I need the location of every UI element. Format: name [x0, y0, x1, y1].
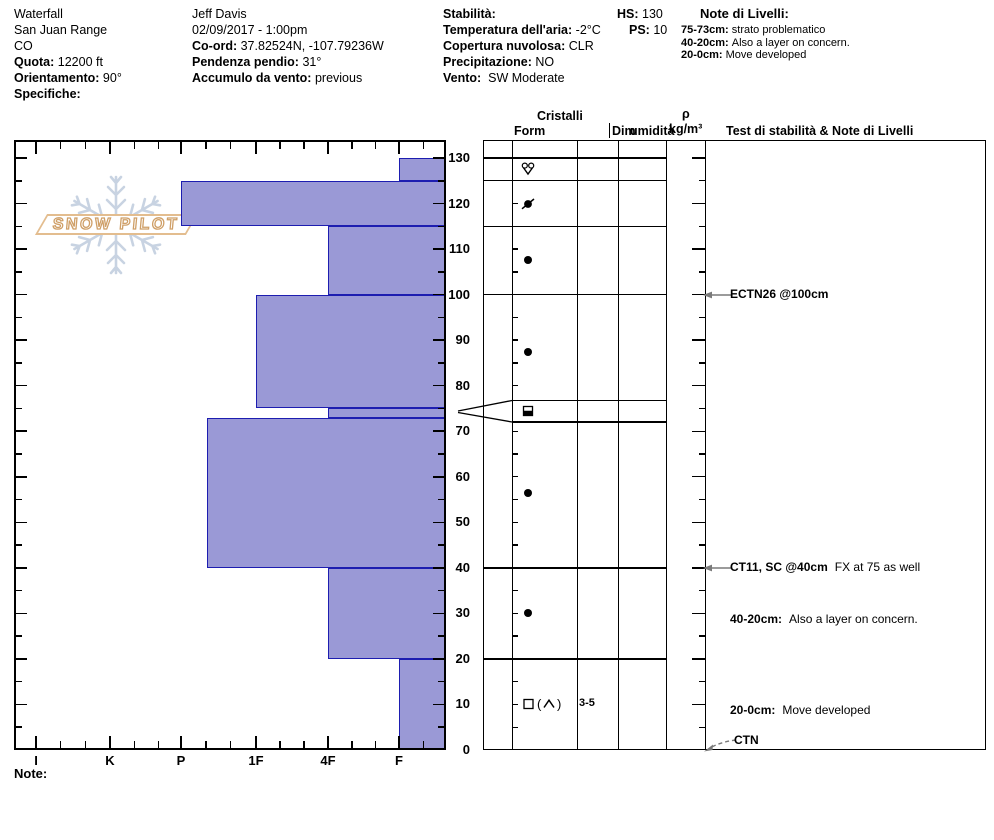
density-depth-tick — [699, 499, 705, 500]
site-aspect: Orientamento: 90° — [14, 71, 122, 85]
panel-top-line — [483, 140, 986, 141]
hardness-tick-top — [398, 142, 400, 154]
depth-tick-left — [16, 658, 27, 660]
panel-layer-line — [483, 658, 666, 659]
y-axis-label: 20 — [455, 650, 470, 666]
form-column-header: Form — [514, 124, 546, 138]
depth-tick-left — [16, 522, 27, 524]
depth-tick-right — [438, 362, 444, 364]
depth-tick-left — [16, 203, 27, 205]
depth-tick-left — [16, 385, 27, 387]
precip-row: Precipitazione: NO — [443, 55, 555, 69]
density-depth-tick — [692, 658, 705, 659]
density-depth-tick — [692, 385, 705, 386]
wind-row: Vento: SW Moderate — [443, 71, 565, 85]
hardness-subtick-bottom — [205, 741, 206, 748]
hardness-tick-top — [109, 142, 111, 154]
y-axis-label: 30 — [455, 605, 470, 621]
grain-form-symbol-FCDH — [512, 689, 568, 719]
site-state: CO — [14, 39, 33, 53]
depth-tick-left — [16, 726, 22, 728]
depth-tick-right — [438, 681, 444, 683]
depth-tick-right — [438, 180, 444, 182]
stability-test-note: 20-0cm: Move developed — [730, 703, 871, 718]
depth-tick-right — [438, 544, 444, 546]
stability-test-note: CT11, SC @40cm FX at 75 as well — [730, 559, 921, 574]
hardness-subtick-bottom — [423, 741, 424, 748]
y-axis-label: 50 — [455, 514, 470, 530]
hardness-subtick-top — [134, 142, 135, 149]
depth-tick-left — [16, 294, 27, 296]
hardness-subtick-bottom — [303, 741, 304, 748]
depth-tick-right — [438, 635, 444, 637]
depth-tick-left — [16, 635, 22, 637]
hardness-subtick-top — [205, 142, 206, 149]
grain-form-symbol-RG — [512, 337, 568, 367]
y-axis-label: 90 — [455, 332, 470, 348]
density-depth-tick — [699, 226, 705, 227]
density-depth-tick — [699, 544, 705, 545]
hardness-subtick-bottom — [158, 741, 159, 748]
site-elevation: Quota: 12200 ft — [14, 55, 103, 69]
hardness-tick-top — [255, 142, 257, 154]
panel-layer-line — [483, 226, 666, 227]
depth-tick-left — [16, 476, 27, 478]
hardness-subtick-bottom — [375, 741, 376, 748]
air-temp-row: Temperatura dell'aria: -2°C — [443, 23, 601, 37]
depth-tick-left — [16, 362, 22, 364]
footer-note-label: Note: — [14, 766, 48, 781]
depth-tick-left — [16, 567, 27, 569]
form-depth-tick — [512, 681, 518, 682]
density-depth-tick — [692, 157, 705, 158]
hardness-subtick-top — [60, 142, 61, 149]
density-depth-tick — [692, 613, 705, 614]
depth-tick-left — [16, 248, 27, 250]
density-depth-tick — [699, 362, 705, 363]
dim-header-tick — [609, 123, 610, 138]
panel-layer-line — [483, 294, 666, 295]
stability-test-note: ECTN26 @100cm — [730, 286, 829, 301]
depth-tick-right — [438, 590, 444, 592]
hardness-subtick-bottom — [279, 741, 280, 748]
hardness-tick-bottom — [35, 736, 37, 748]
hardness-tick-bottom — [255, 736, 257, 748]
cristalli-header: Cristalli — [537, 109, 583, 123]
density-depth-tick — [699, 453, 705, 454]
hardness-subtick-top — [158, 142, 159, 149]
density-column-line — [705, 140, 706, 750]
layer-notes-list — [681, 24, 850, 62]
density-depth-tick — [699, 590, 705, 591]
ps-value: PS: 10 — [629, 23, 668, 37]
form-depth-tick — [512, 544, 518, 545]
hardness-axis-label: K — [105, 753, 115, 768]
density-depth-tick — [692, 248, 705, 249]
depth-tick-left — [16, 430, 27, 432]
depth-tick-left — [16, 544, 22, 546]
grain-dim-value: 3-5 — [579, 697, 595, 710]
coordinates: Co-ord: 37.82524N, -107.79236W — [192, 39, 384, 53]
stability-test-note: 40-20cm: Also a layer on concern. — [730, 612, 918, 627]
hardness-subtick-top — [279, 142, 280, 149]
depth-tick-left — [16, 157, 27, 159]
umidita-right-line — [666, 140, 667, 750]
form-depth-tick — [512, 522, 518, 523]
hardness-axis-label: 4F — [320, 753, 336, 768]
depth-tick-left — [16, 453, 22, 455]
dim-column-header: Dim — [612, 124, 636, 138]
depth-tick-left — [16, 408, 22, 410]
y-axis-label: 130 — [448, 149, 470, 165]
hardness-tick-top — [35, 142, 37, 154]
hardness-subtick-bottom — [60, 741, 61, 748]
hardness-tick-top — [180, 142, 182, 154]
y-axis-label: 40 — [455, 559, 470, 575]
tests-column-header: Test di stabilità & Note di Livelli — [726, 124, 914, 138]
density-depth-tick — [692, 203, 705, 204]
slope-angle: Pendenza pendio: 31° — [192, 55, 322, 69]
wind-loading: Accumulo da vento: previous — [192, 71, 363, 85]
site-specifics: Specifiche: — [14, 87, 81, 101]
depth-tick-left — [16, 499, 22, 501]
layer-note: 20-0cm: Move developed — [681, 49, 807, 61]
observer-info-block — [192, 6, 384, 86]
depth-tick-right — [438, 726, 444, 728]
density-depth-tick — [699, 681, 705, 682]
hardness-subtick-bottom — [85, 741, 86, 748]
hardness-tick-bottom — [109, 736, 111, 748]
density-depth-tick — [692, 704, 705, 705]
depth-tick-left — [16, 271, 22, 273]
hardness-subtick-top — [423, 142, 424, 149]
depth-tick-right — [438, 226, 444, 228]
site-info-block — [14, 6, 122, 102]
layer-notes-title: Note di Livelli: — [700, 6, 789, 21]
hardness-subtick-top — [351, 142, 352, 149]
y-axis-label: 120 — [448, 195, 470, 211]
hardness-subtick-top — [303, 142, 304, 149]
depth-tick-left — [16, 226, 22, 228]
hs-value: HS: 130 — [617, 7, 663, 21]
density-depth-tick — [699, 727, 705, 728]
hardness-axis-label: 1F — [248, 753, 264, 768]
panel-layer-line — [483, 567, 666, 568]
hardness-axis-label: I — [34, 753, 38, 768]
depth-tick-right — [438, 408, 444, 410]
form-depth-tick — [512, 727, 518, 728]
hardness-subtick-top — [85, 142, 86, 149]
layer-note: 40-20cm: Also a layer on concern. — [681, 36, 850, 49]
hardness-tick-top — [327, 142, 329, 154]
grain-form-symbol-PPgp — [512, 154, 568, 184]
svg-text:): ) — [557, 696, 562, 712]
hardness-tick-bottom — [327, 736, 329, 748]
form-depth-tick — [512, 635, 518, 636]
y-axis-label: 80 — [455, 377, 470, 393]
y-axis-label: 100 — [448, 286, 470, 302]
depth-tick-left — [16, 180, 22, 182]
grain-form-symbol-DF — [512, 189, 568, 219]
y-axis-label: 110 — [449, 241, 470, 257]
site-name: Waterfall — [14, 7, 63, 21]
depth-tick-right — [438, 453, 444, 455]
depth-tick-left — [16, 590, 22, 592]
stability-row: Stabilità: — [443, 7, 496, 21]
hardness-tick-bottom — [180, 736, 182, 748]
density-depth-tick — [699, 180, 705, 181]
hardness-axis-label: P — [176, 753, 186, 768]
hardness-subtick-top — [375, 142, 376, 149]
test-arrow — [700, 562, 734, 574]
depth-tick-right — [438, 317, 444, 319]
form-depth-tick — [512, 317, 518, 318]
depth-tick-right — [438, 499, 444, 501]
tests-panel-right-line — [985, 140, 986, 750]
hardness-subtick-top — [230, 142, 231, 149]
density-depth-tick — [692, 339, 705, 340]
grain-form-symbol-MFcr — [512, 396, 568, 426]
grain-form-symbol-RG — [512, 478, 568, 508]
y-axis-label: 10 — [455, 696, 470, 712]
grain-form-symbol-RG — [512, 245, 568, 275]
density-depth-tick — [692, 522, 705, 523]
y-axis-label: 0 — [462, 742, 470, 757]
hardness-chart-frame-overlay — [14, 140, 446, 750]
depth-tick-left — [16, 339, 27, 341]
depth-tick-right — [438, 271, 444, 273]
density-depth-tick — [699, 635, 705, 636]
y-axis-label: 70 — [455, 423, 470, 439]
density-header: ρ — [682, 107, 690, 121]
depth-tick-left — [16, 704, 27, 706]
site-range: San Juan Range — [14, 23, 108, 37]
hardness-subtick-bottom — [230, 741, 231, 748]
hardness-subtick-bottom — [134, 741, 135, 748]
density-depth-tick — [699, 317, 705, 318]
density-unit-header: kg/m³ — [669, 122, 703, 136]
observation-datetime: 02/09/2017 - 1:00pm — [192, 23, 308, 37]
form-depth-tick — [512, 453, 518, 454]
grain-form-symbol-RG — [512, 598, 568, 628]
panel-layer-line — [483, 180, 666, 181]
density-depth-tick — [699, 271, 705, 272]
density-depth-tick — [692, 476, 705, 477]
hardness-tick-bottom — [398, 736, 400, 748]
y-axis-label: 60 — [455, 468, 470, 484]
hardness-subtick-bottom — [351, 741, 352, 748]
sky-cover-row: Copertura nuvolosa: CLR — [443, 39, 594, 53]
density-depth-tick — [692, 431, 705, 432]
layer-note: 75-73cm: strato problematico — [681, 24, 826, 36]
form-depth-tick — [512, 590, 518, 591]
snowpilot-logo-text: SNOW PILOT — [52, 215, 181, 233]
conditions-block — [443, 6, 601, 86]
depth-tick-left — [16, 681, 22, 683]
depth-tick-left — [16, 613, 27, 615]
hardness-axis-label: F — [395, 753, 403, 768]
form-depth-tick — [512, 431, 518, 432]
stability-test-note: CTN — [734, 732, 759, 747]
test-arrow — [700, 289, 734, 301]
panel-layer-line — [483, 157, 666, 158]
depth-tick-left — [16, 317, 22, 319]
thin-layer-callout — [450, 394, 520, 430]
umidita-column-header: umidità — [630, 124, 675, 138]
density-depth-tick — [699, 408, 705, 409]
form-depth-tick — [512, 385, 518, 386]
svg-text:(: ( — [537, 696, 542, 712]
observer-name: Jeff Davis — [192, 7, 247, 21]
